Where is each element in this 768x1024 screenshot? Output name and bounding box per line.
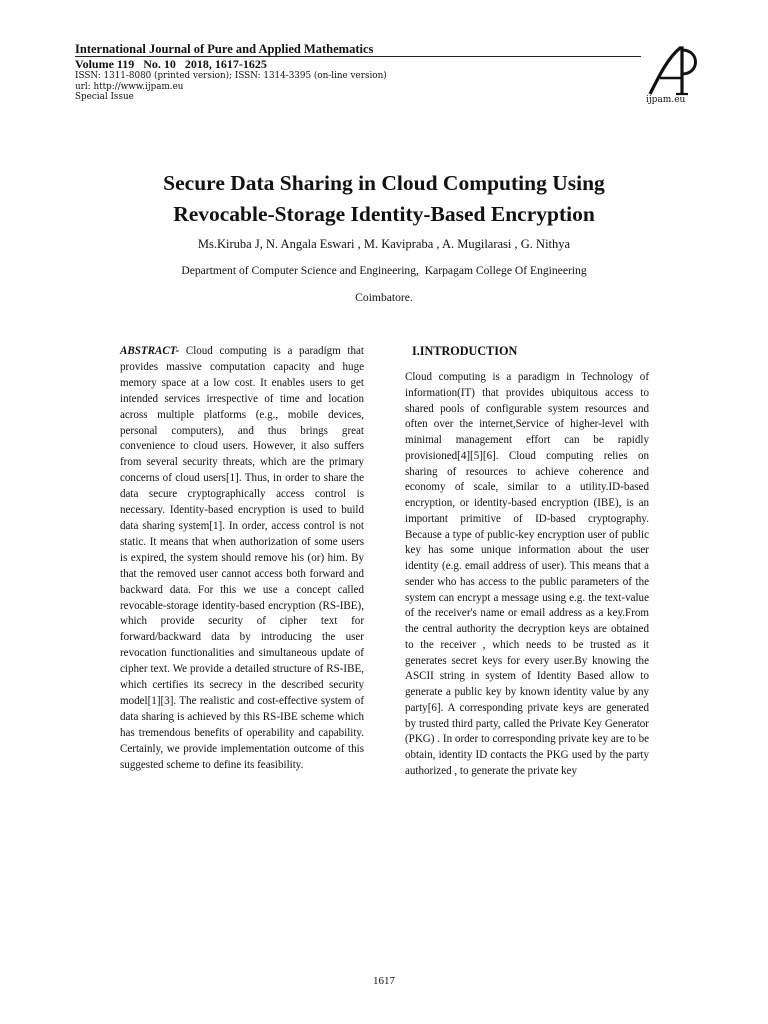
title-line-2: Revocable-Storage Identity-Based Encryption xyxy=(173,202,595,226)
page-number: 1617 xyxy=(373,975,395,987)
abstract-text: Cloud computing is a paradigm that provides massive computation capacity and huge memory space at a low cost. It enables users to get intended services irrespective of time and location across multiple platforms (e.g., mobile devices, personal computers), and thus brings great convenience to cloud users. However, it also suffers from several security threats, which are the primary concerns of cloud users[1]. Thus, in order to share the data secure cryptographically access control is necessary. Identity-based encryption is used to build data sharing system[1]. In order, access control is not static. It means that when authorization of some users is expired, the system should remove his (or) him. By that the removed user cannot access both forward and backward data. For this we use a concept called revocable-storage identity-based encryption (RS-IBE), which provide security of cipher text for forward/backward data by introducing the user revocation functionalities and simultaneous update of cipher text. We provide a detailed structure of RS-IBE, which certifies its secrecy in the described security model[1][3]. The realistic and cost-effective system of data sharing is achieved by this RS-IBE scheme which has tremendous benefits of operability and capability. Certainly, we provide implementation outcome of this suggested scheme to define its feasibility. xyxy=(120,345,364,771)
volume-line: Volume 119 No. 10 2018, 1617-1625 xyxy=(75,57,267,71)
paper-title xyxy=(0,168,768,230)
title-line-1: Secure Data Sharing in Cloud Computing Using xyxy=(163,171,605,195)
author-list: Ms.Kiruba J, N. Angala Eswari , M. Kavipraba , A. Mugilarasi , G. Nithya xyxy=(197,237,571,251)
issn-block xyxy=(75,71,387,103)
abstract-label: ABSTRACT- xyxy=(120,345,180,357)
issn-text: ISSN: 1311-8080 (printed version); ISSN: 1314-3395 (on-line version) xyxy=(75,71,387,81)
introduction-text: Cloud computing is a paradigm in Technology of information(IT) that provides ubiquitous access to shared pools of configurable system resources and often over the internet,Service of higher-level with minimal management effort can be rapidly provisioned[4][5][6]. Cloud computing relies on sharing of resources to achieve coherence and economy of scale, similar to a utility.ID-based encryption, or identity-based encryption (IBE), is an important primitive of ID-based cryptography. Because a type of public-key encryption user of public key has some unique information about the user identity (e.g. email address of user). This means that a sender who has access to the public parameters of the system can encrypt a message using e.g. the text-value of the receiver's name or email address as a key.From the central authority the decryption keys are obtained to the receiver , which needs to be trusted as it generates secret keys for every user.By knowing the ASCII string in system of Identity Based allow to generate a public key by known identity value by any party[6]. A corresponding private keys are generated by trusted third party, called the Private Key Generator (PKG) . In order to corresponding private key are to be obtain, identity ID contacts the PKG used by the party authorized , to generate the private key xyxy=(405,371,649,777)
affiliation-city: Coimbatore. xyxy=(355,291,413,304)
journal-name: International Journal of Pure and Applied Mathematics xyxy=(75,42,374,56)
affiliation: Department of Computer Science and Engineering, Karpagam College Of Engineering xyxy=(181,264,587,277)
logo-caption: ijpam.eu xyxy=(646,95,686,105)
abstract-column xyxy=(120,344,364,773)
journal-header xyxy=(75,42,695,56)
introduction-heading: I.INTRODUCTION xyxy=(412,344,518,358)
special-issue-label: Special Issue xyxy=(75,92,134,102)
journal-url[interactable]: url: http://www.ijpam.eu xyxy=(75,81,184,92)
